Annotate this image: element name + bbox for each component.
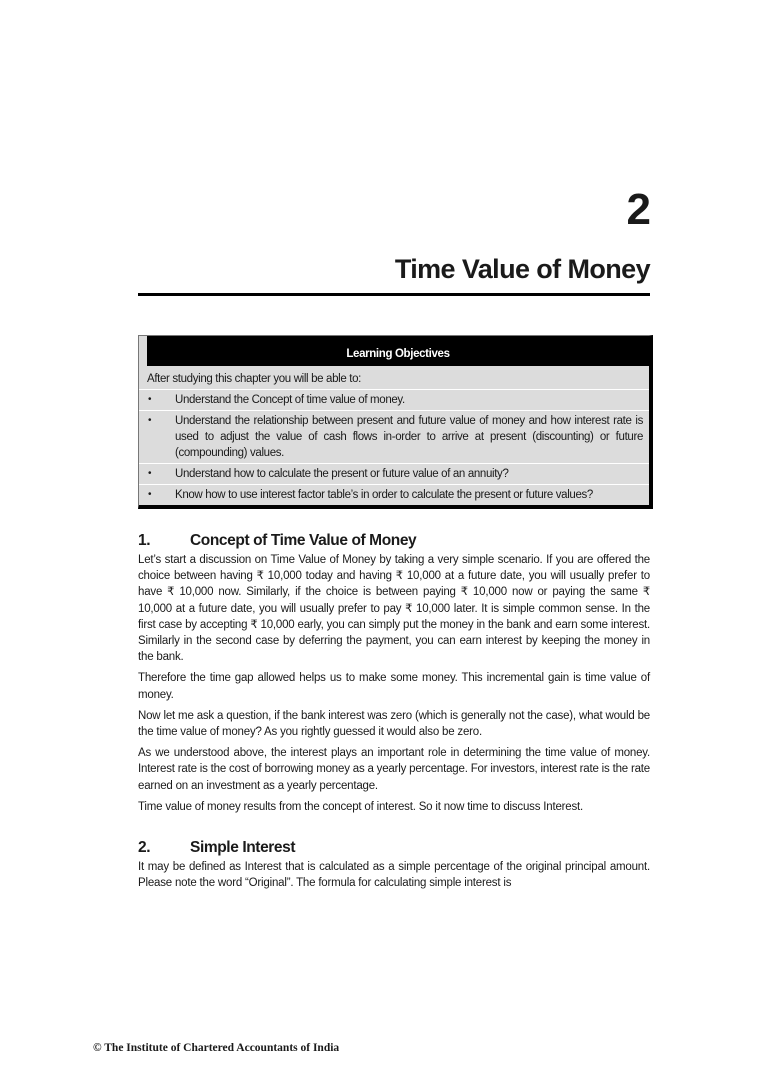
section-number: 1. (138, 532, 151, 549)
bullet-icon: • (148, 489, 152, 500)
paragraph: Now let me ask a question, if the bank interest was zero (which is generally not the case), what would be the time value of money? As you rightly guessed it would also be zero. (138, 709, 650, 739)
paragraph: Therefore the time gap allowed helps us to make some money. This incremental gain is time value of money. (138, 672, 650, 701)
chapter-number: 2 (626, 185, 650, 234)
bullet-icon: • (148, 468, 152, 479)
learning-objective-item (139, 389, 649, 410)
section-title: Simple Interest (190, 839, 296, 856)
section-simple-interest (138, 837, 650, 896)
section-title: Concept of Time Value of Money (190, 532, 417, 549)
section-heading (138, 530, 650, 552)
learning-objective-item (139, 463, 649, 484)
section-concept-of-tvm (138, 530, 650, 820)
learning-objective-text: Understand the relationship between present and future value of money and how interest rate is used to adjust the value of cash flows in-order to arrive at present (discounting) or future (compounding) values. (175, 415, 643, 459)
chapter-title: Time Value of Money (394, 254, 650, 284)
paragraph: As we understood above, the interest plays an important role in determining the time value of money. Interest rate is the cost of borrowing money as a yearly percentage. For investors, interest rate is the rate earned on an investment as a yearly percentage. (138, 747, 650, 792)
learning-objective-item (139, 484, 649, 505)
paragraph: Let’s start a discussion on Time Value of Money by taking a very simple scenario. If you are offered the choice between having ₹ 10,000 today and having ₹ 10,000 at a future date, you will usually prefer to have ₹ 10,000 now. Similarly, if the choice is between paying ₹ 10,000 now or paying the same ₹ 10,000 at a future date, you will usually prefer to pay ₹ 10,000 later. It is simple common sense. In the first case by accepting ₹ 10,000 early, you can simply put the money in the bank and earn some interest. Similarly in the second case by deferring the payment, you can earn interest by keeping the money in the bank. (138, 554, 650, 664)
title-rule (138, 293, 650, 296)
bullet-icon: • (148, 394, 152, 405)
paragraph: Time value of money results from the concept of interest. So it now time to discuss Interest. (138, 800, 584, 813)
learning-objective-text: Understand how to calculate the present or future value of an annuity? (175, 468, 509, 480)
learning-objective-text: Understand the Concept of time value of money. (175, 394, 405, 406)
learning-objectives-intro: After studying this chapter you will be able to: (147, 373, 361, 385)
learning-objective-item (139, 410, 649, 463)
section-number: 2. (138, 839, 151, 856)
footer-copyright: © The Institute of Chartered Accountants of India (93, 1042, 340, 1054)
bullet-icon: • (148, 415, 152, 426)
learning-objective-text: Know how to use interest factor table’s in order to calculate the present or future values? (175, 489, 593, 501)
section-heading (138, 837, 650, 859)
learning-objectives-header: Learning Objectives (147, 336, 649, 366)
learning-objectives-box (138, 335, 653, 509)
paragraph: It may be defined as Interest that is calculated as a simple percentage of the original principal amount. Please note the word “Original”. The formula for calculating simple interest is (138, 861, 650, 890)
